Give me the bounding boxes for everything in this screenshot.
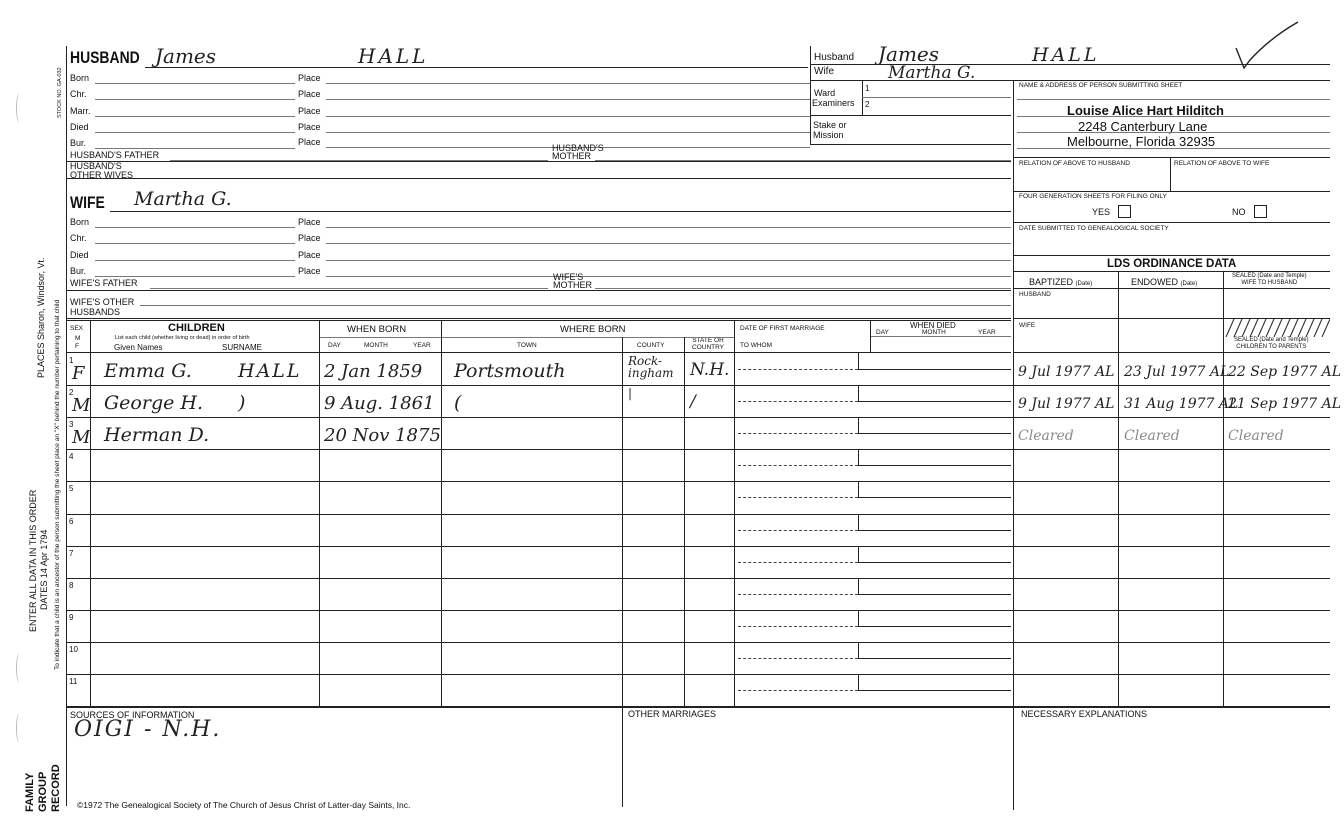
child-sealed[interactable]: 21 Sep 1977 AL [1228,396,1342,413]
endowed-label: ENDOWED (Date) [1131,277,1198,287]
child-sealed[interactable]: Cleared [1228,428,1284,445]
child-endowed[interactable]: 23 Jul 1977 AL [1124,364,1230,380]
marriage-line [738,594,858,595]
husband-chr-label: Chr. [70,89,87,99]
marriage-line [738,465,858,466]
child-baptized[interactable]: 9 Jul 1977 AL [1018,396,1115,413]
four-generation-label: FOUR GENERATION SHEETS FOR FILING ONLY [1019,193,1167,200]
dates-note: DATES 14 Apr 1794 [39,529,49,610]
row-number: 10 [69,644,78,654]
row-divider [66,610,1330,611]
died-divider [858,674,859,690]
row-number: 11 [69,677,78,686]
sealed-wife-label: SEALED (Date and Temple) WIFE TO HUSBAND [1232,273,1307,286]
given-names-header: Given Names [114,343,163,352]
submitter-label: NAME & ADDRESS OF PERSON SUBMITTING SHEET [1019,82,1183,89]
husband-given-name[interactable]: James [155,44,217,68]
died-line [858,433,1011,434]
row-divider [66,385,1330,386]
marriage-line [738,530,858,531]
no-label: NO [1232,207,1246,217]
baptized-label: BAPTIZED (Date) [1029,277,1093,287]
husband-bur-label: Bur. [70,138,87,148]
row-number: 2 [69,388,74,398]
child-sex[interactable]: M [72,395,91,417]
child-born-date[interactable]: 9 Aug. 1861 [324,393,435,415]
died-divider [858,449,859,465]
form-title-group: GROUP [37,771,49,812]
submitter-name: Louise Alice Hart Hilditch [1067,103,1224,118]
child-born-town[interactable]: ( [454,392,462,415]
form-title-record: RECORD [50,764,62,812]
when-died-header: WHEN DIED [910,321,956,330]
row-number: 8 [69,580,74,590]
wife-heading: WIFE [70,193,105,212]
row-number: 3 [69,420,74,430]
ward-label: Ward [814,88,836,98]
husband-marr-label: Marr. [70,106,91,116]
punch-mark [16,93,23,123]
submitter-city: Melbourne, Florida 32935 [1067,134,1216,149]
summary-husband-name[interactable]: James [878,42,940,66]
born-year-header: YEAR [413,342,431,349]
to-whom-header: TO WHOM [740,342,773,349]
stake-mission-label: Stake or Mission [813,120,847,140]
died-line [858,594,1011,595]
husband-died-place-label: Place [298,122,321,132]
summary-wife-label: Wife [814,66,834,77]
died-divider [858,481,859,497]
date-submitted-label: DATE SUBMITTED TO GENEALOGICAL SOCIETY [1019,225,1169,232]
child-sex[interactable]: M [72,427,91,449]
surname-header: SURNAME [222,343,263,352]
row-number: 1 [69,356,74,365]
child-born-state[interactable]: / [690,392,696,413]
sealed-children-label: SEALED (Date and Temple) CHILDREN TO PARENTS [1234,337,1309,350]
child-sex[interactable]: F [72,363,85,384]
marriage-line [738,401,858,402]
wife-bur-label: Bur. [70,266,87,276]
explanations-label: NECESSARY EXPLANATIONS [1021,709,1148,719]
child-endowed[interactable]: 31 Aug 1977 AL [1124,396,1239,413]
county-header: COUNTY [637,342,665,349]
died-divider [858,514,859,530]
wife-father-label: WIFE'S FATHER [70,278,138,288]
lds-husband-row: HUSBAND [1019,291,1051,298]
husband-died-label: Died [70,122,89,132]
marriage-line [738,562,858,563]
child-given-names[interactable]: Emma G. [104,360,192,382]
wife-born-label: Born [70,217,90,227]
row-divider [66,642,1330,643]
examiner-2: 2 [865,100,870,109]
summary-husband-surname[interactable]: HALL [1032,44,1100,66]
wife-mother-label: WIFE'S MOTHER [553,272,592,290]
child-baptized[interactable]: Cleared [1018,428,1074,445]
wife-died-label: Died [70,250,89,260]
wife-chr-place-label: Place [298,233,321,243]
sex-header: SEX [70,325,84,332]
lds-heading: LDS ORDINANCE DATA [1107,258,1237,270]
summary-husband-label: Husband [814,52,855,63]
punch-mark [16,653,23,683]
died-divider [858,578,859,594]
child-born-state[interactable]: N.H. [690,360,730,380]
child-born-town[interactable]: Portsmouth [454,360,566,382]
husband-mother-label: HUSBAND'S MOTHER [552,143,604,161]
sources-label: SOURCES OF INFORMATION [70,710,195,720]
row-number: 4 [69,452,74,462]
where-born-header: WHERE BORN [560,324,626,335]
row-number: 9 [69,612,74,622]
child-endowed[interactable]: Cleared [1124,428,1180,445]
form-title-family: FAMILY [24,772,36,812]
summary-wife-name[interactable]: Martha G. [888,63,976,83]
first-marriage-header: DATE OF FIRST MARRIAGE [740,325,825,332]
wife-bur-place-label: Place [298,266,321,276]
born-month-header: MONTH [364,342,388,349]
child-surname[interactable]: ) [238,392,248,415]
died-divider [858,610,859,626]
died-line [858,658,1011,659]
yes-checkbox[interactable] [1118,205,1131,218]
died-line [858,401,1011,402]
marriage-line [738,369,858,370]
child-baptized[interactable]: 9 Jul 1977 AL [1018,364,1115,380]
sex-f-header: F [75,343,79,350]
marriage-line [738,626,858,627]
town-header: TOWN [517,342,537,349]
sealed-hatch-icon [1224,319,1330,337]
husband-bur-place-label: Place [298,137,321,147]
sex-m-header: M [75,335,81,342]
examiner-1: 1 [865,84,870,93]
row-number: 6 [69,516,74,526]
copyright: ©1972 The Genealogical Society of The Church of Jesus Christ of Latter-day Saints, Inc. [77,800,411,810]
sources-value[interactable]: OIGI - N.H. [74,717,222,742]
wife-name[interactable]: Martha G. [134,188,232,210]
died-divider [858,642,859,658]
husband-marr-place-label: Place [298,106,321,116]
child-born-county[interactable]: | [628,386,633,401]
children-header: CHILDREN [168,322,225,334]
submitter-address: 2248 Canterbury Lane [1078,119,1208,134]
examiners-label: Examiners [812,98,855,108]
died-divider [858,417,859,433]
died-line [858,497,1011,498]
husband-heading: HUSBAND [70,48,140,67]
row-divider [66,449,1330,450]
husband-surname[interactable]: HALL [358,44,429,68]
born-day-header: DAY [328,342,341,349]
row-divider [66,417,1330,418]
child-sealed[interactable]: 22 Sep 1977 AL [1228,364,1342,380]
child-given-names[interactable]: George H. [104,392,203,415]
died-line [858,530,1011,531]
lds-wife-row: WIFE [1019,322,1036,329]
checkmark-icon [1230,18,1310,72]
marriage-line [738,690,858,691]
died-line [858,690,1011,691]
marriage-line [738,658,858,659]
husband-other-wives-label: HUSBAND'S OTHER WIVES [70,161,134,180]
husband-born-place-label: Place [298,73,321,83]
died-divider [858,546,859,562]
died-divider [858,385,859,401]
marriage-line [738,433,858,434]
yes-label: YES [1092,207,1111,217]
ancestor-instruction: To indicate that a child is an ancestor of the person submitting the sheet place an "X" behind the number pertaining to that child [54,299,61,670]
places-note: PLACES Sharon, Windsor, Vt. [36,257,46,378]
died-line [858,562,1011,563]
husband-chr-place-label: Place [298,89,321,99]
row-divider [66,514,1330,515]
wife-died-place-label: Place [298,250,321,260]
other-marriages-label: OTHER MARRIAGES [628,709,717,719]
child-born-date[interactable]: 20 Nov 1875 [324,425,441,447]
row-divider [66,674,1330,675]
child-given-names[interactable]: Herman D. [104,424,210,447]
died-line [858,626,1011,627]
husband-born-label: Born [70,73,90,83]
wife-born-place-label: Place [298,217,321,227]
child-born-county[interactable]: Rock-ingham [628,354,674,380]
husband-father-label: HUSBAND'S FATHER [70,150,160,160]
row-number: 7 [69,548,74,558]
marriage-line [738,497,858,498]
when-born-header: WHEN BORN [347,324,407,335]
died-divider [858,353,859,369]
died-month-header: MONTH [922,329,946,336]
state-header: STATE OR COUNTRY [692,337,725,351]
enter-data-note: ENTER ALL DATA IN THIS ORDER [28,489,38,632]
wife-chr-label: Chr. [70,233,87,243]
child-surname[interactable]: HALL [238,360,302,382]
wife-other-husbands-label: WIFE'S OTHER HUSBANDS [70,297,135,317]
row-number: 5 [69,484,74,494]
children-note: List each child (whether living or dead) in order of birth [115,335,250,341]
no-checkbox[interactable] [1254,205,1267,218]
died-day-header: DAY [876,329,889,336]
row-divider [66,481,1330,482]
died-line [858,465,1011,466]
relation-husband-label: RELATION OF ABOVE TO HUSBAND [1019,160,1130,167]
punch-mark [16,713,23,743]
stock-number: STOCK NO. GA-032 [57,67,63,118]
row-divider [66,578,1330,579]
relation-wife-label: RELATION OF ABOVE TO WIFE [1174,160,1270,167]
died-year-header: YEAR [978,329,996,336]
died-line [858,369,1011,370]
row-divider [66,546,1330,547]
child-born-date[interactable]: 2 Jan 1859 [324,361,423,382]
